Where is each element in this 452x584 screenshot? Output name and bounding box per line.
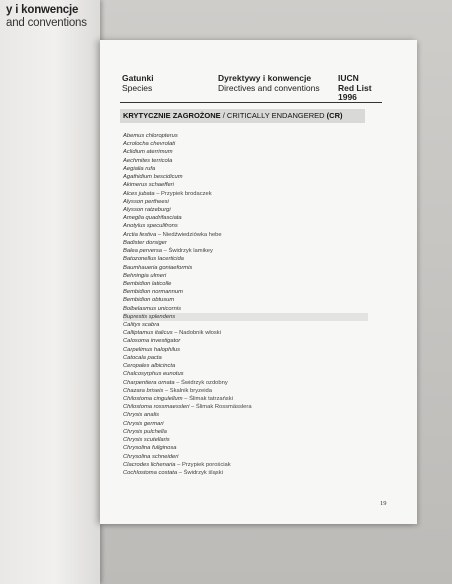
species-latin-name: Agathidium bescidicum [123,174,183,181]
header-species-en: Species [122,82,153,93]
list-item [123,231,368,239]
list-item [123,370,368,378]
species-latin-name: Aclidium aterrimum [123,149,173,156]
species-latin-name: Chalcosyrphus eunotus [123,371,184,378]
list-item [123,411,368,419]
list-item [123,354,368,362]
species-polish-name: – Skalnik bryzeida [164,387,212,394]
species-latin-name: Akimerus schaefferi [123,182,174,189]
list-item [123,305,368,313]
list-item [123,403,368,411]
list-item [123,247,368,255]
header-iucn-line1: IUCN [338,73,359,83]
header-iucn [338,74,372,103]
species-latin-name: Alysson ratzeburgi [123,206,171,213]
list-item [123,379,368,387]
category-code: (CR) [326,111,343,120]
species-latin-name: Alces jubata [123,190,155,197]
species-latin-name: Chrysis pulchella [123,428,167,435]
list-item [123,214,368,222]
species-polish-name: – Niedźwiedziówka hebe [157,231,222,238]
list-item [123,346,368,354]
species-latin-name: Chrysis scutellaris [123,437,170,444]
list-item [123,461,368,469]
list-item [123,157,368,165]
header-species [122,74,154,93]
list-item [123,313,368,321]
species-polish-name: – Świdrzyk lamikey [163,248,213,255]
species-latin-name: Chilostoma cingulellum [123,396,183,402]
list-item [123,272,368,280]
list-item [123,436,368,444]
species-latin-name: Aechmites terricola [123,157,173,164]
list-item [123,148,368,156]
previous-page-subtitle: and conventions [6,17,87,29]
species-latin-name: Cochlostoma costata [123,469,178,476]
species-latin-name: Arctia festiva [123,231,157,238]
list-item [123,198,368,206]
category-band [120,109,365,123]
species-latin-name: Calitys scabra [123,322,160,329]
species-latin-name: Batozonellus lacerticida [123,256,184,263]
list-item [123,165,368,173]
species-latin-name: Chrysolina fuliginosa [123,445,177,452]
list-item [123,140,368,148]
list-item [123,288,368,296]
list-item [123,264,368,272]
previous-page [0,0,100,584]
species-latin-name: Buprestis splendens [123,313,176,320]
document-page [100,40,417,524]
species-latin-name: Clacrodes lichenaria [123,461,176,468]
list-item [123,469,368,477]
list-item [123,206,368,214]
species-polish-name: – Przypiek porościak [177,461,231,468]
species-polish-name: – Świdrzyk śląski [178,469,223,476]
species-latin-name: Behningia ulmeri [123,272,167,279]
list-item [123,222,368,230]
list-item [123,420,368,428]
species-latin-name: Ameglia quadrifasciata [123,215,182,222]
species-latin-name: Catocala pacta [123,354,162,361]
list-item [123,329,368,337]
species-latin-name: Bembidion obtusum [123,297,175,304]
species-latin-name: Baumhaueria goniaeformis [123,264,193,271]
species-latin-name: Aegialia rufa [123,165,156,172]
list-item [123,387,368,395]
list-item [123,280,368,288]
header-divider [120,102,382,103]
list-item [123,453,368,461]
species-latin-name: Carpelimus halophilus [123,346,181,353]
header-directives-en: Directives and conventions [218,82,320,93]
list-item [123,444,368,452]
species-polish-name: – Nadobnik włoski [174,330,221,337]
list-item [123,337,368,345]
species-latin-name: Bembidion laticolle [123,280,172,287]
species-latin-name: Ceropales albicincta [123,363,176,370]
species-latin-name: Chazara briseis [123,387,164,394]
list-item [123,395,368,403]
previous-page-title: y i konwencje [6,4,79,16]
species-latin-name: Chrysis analis [123,412,160,419]
list-item [123,255,368,263]
list-item [123,239,368,247]
species-latin-name: Charpentiera ornata [123,379,175,386]
species-latin-name: Bolbelasmus unicornis [123,305,181,312]
species-polish-name: – Ślimak Rossmässlera [191,404,252,411]
list-item [123,181,368,189]
species-latin-name: Calosoma investigator [123,338,181,345]
species-latin-name: Acrolocha chevrolati [123,141,176,148]
list-item [123,190,368,198]
header-iucn-line2: Red List [338,82,372,93]
species-latin-name: Bembidion normannum [123,289,183,296]
list-item [123,296,368,304]
species-latin-name: Chilostoma rossmaessleri [123,404,190,411]
species-polish-name: – Ślimak tatrzański [184,396,233,402]
header-directives-pl: Dyrektywy i konwencje [218,73,312,83]
header-iucn-line3: 1996 [338,92,357,102]
header-species-pl: Gatunki [122,73,154,83]
species-latin-name: Abemus chloropterus [123,133,178,139]
species-latin-name: Chrysolina schneideri [123,453,179,460]
list-item [123,362,368,370]
species-latin-name: Calliptamus italicus [123,330,173,337]
list-item [123,428,368,436]
page-number: 19 [380,500,387,507]
list-item [123,132,368,140]
category-en: CRITICALLY ENDANGERED [226,111,325,120]
species-latin-name: Alysson pertheesi [123,198,169,205]
category-pl: KRYTYCZNIE ZAGROŻONE [123,111,221,120]
header-directives [218,74,320,93]
species-latin-name: Anotylus speculifrons [123,223,178,230]
list-item [123,321,368,329]
species-latin-name: Badister dorsiger [123,239,167,246]
species-latin-name: Chrysis germari [123,420,164,427]
species-list [123,132,368,477]
species-latin-name: Balea perversa [123,248,162,255]
species-polish-name: – Przypiek brodaczek [156,190,212,197]
category-separator: / [220,111,227,120]
list-item [123,173,368,181]
species-polish-name: – Świdrzyk ozdobny [176,379,228,386]
